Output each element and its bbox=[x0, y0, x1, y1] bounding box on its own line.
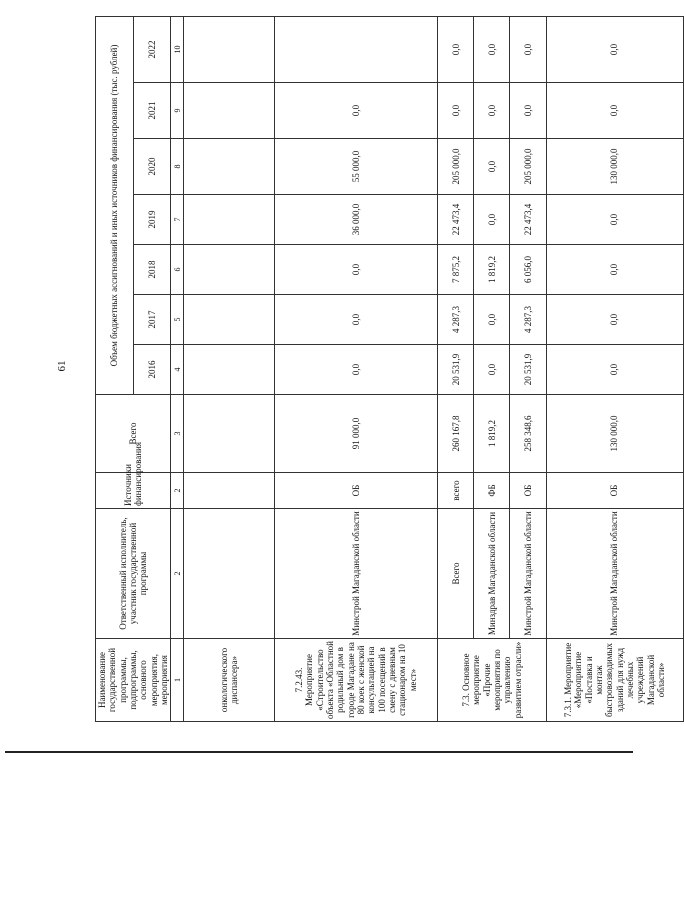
row-value: 4 287,3 bbox=[438, 295, 474, 345]
header-total: Всего bbox=[96, 395, 171, 473]
row-value: 0,0 bbox=[438, 83, 474, 139]
row-value: 4 287,3 bbox=[510, 295, 546, 345]
row-value: 0,0 bbox=[274, 345, 438, 395]
row-value: 36 000,0 bbox=[274, 195, 438, 245]
row-total: 1 819,2 bbox=[474, 395, 510, 473]
table-row bbox=[184, 16, 274, 721]
row-value: 22 473,4 bbox=[510, 195, 546, 245]
header-year: 2019 bbox=[133, 195, 171, 245]
row-value bbox=[184, 295, 274, 345]
row-value bbox=[184, 83, 274, 139]
row-value: 0,0 bbox=[474, 139, 510, 195]
row-value: 0,0 bbox=[510, 16, 546, 82]
row-total: 130 000,0 bbox=[546, 395, 683, 473]
row-total: 260 167,8 bbox=[438, 395, 474, 473]
row-executor: Минстрой Магаданской области bbox=[510, 509, 546, 639]
row-value: 0,0 bbox=[546, 195, 683, 245]
column-number: 2 bbox=[171, 473, 184, 509]
row-total: 91 000,0 bbox=[274, 395, 438, 473]
column-number: 1 bbox=[171, 639, 184, 722]
row-value: 0,0 bbox=[546, 83, 683, 139]
page-divider-line bbox=[5, 751, 633, 753]
header-year: 2017 bbox=[133, 295, 171, 345]
row-executor: Минздрав Магаданской области bbox=[474, 509, 510, 639]
row-name: 7.2.43. Мероприятие «Строительство объекта «Областной родильный дом в городе Магадане на 80 коек с женской консультацией на 100 посещений в смену с дневным стационаром на 10 мест» bbox=[274, 639, 438, 722]
column-number: 3 bbox=[171, 395, 184, 473]
row-value: 0,0 bbox=[274, 245, 438, 295]
table-row bbox=[474, 16, 510, 721]
column-number: 7 bbox=[171, 195, 184, 245]
row-value: 205 000,0 bbox=[510, 139, 546, 195]
row-value: 7 875,2 bbox=[438, 245, 474, 295]
row-value: 0,0 bbox=[510, 83, 546, 139]
row-value: 20 531,9 bbox=[438, 345, 474, 395]
table-row bbox=[546, 16, 683, 721]
row-value: 55 000,0 bbox=[274, 139, 438, 195]
row-value: 0,0 bbox=[546, 295, 683, 345]
row-value: 0,0 bbox=[274, 83, 438, 139]
row-source bbox=[184, 473, 274, 509]
row-value: 6 056,0 bbox=[510, 245, 546, 295]
page-number: 61 bbox=[56, 360, 68, 372]
table-row bbox=[510, 16, 546, 721]
column-number: 5 bbox=[171, 295, 184, 345]
row-source: всего bbox=[438, 473, 474, 509]
row-source: ОБ bbox=[510, 473, 546, 509]
row-source: ОБ bbox=[274, 473, 438, 509]
header-year: 2018 bbox=[133, 245, 171, 295]
row-value bbox=[184, 345, 274, 395]
column-number: 4 bbox=[171, 345, 184, 395]
row-value: 1 819,2 bbox=[474, 245, 510, 295]
row-value: 130 000,0 bbox=[546, 139, 683, 195]
column-number: 2 bbox=[171, 509, 184, 639]
row-value: 0,0 bbox=[474, 295, 510, 345]
header-year: 2016 bbox=[133, 345, 171, 395]
row-value: 205 000,0 bbox=[438, 139, 474, 195]
budget-table bbox=[95, 16, 684, 722]
row-executor: Всего bbox=[438, 509, 474, 639]
header-executor: Ответственный исполнитель, участник государственной программы bbox=[96, 509, 171, 639]
row-name: 7.3.1. Мероприятие «Мероприятие «Поставка и монтаж быстровозводимых зданий для нужд лечебных учреждений Магаданской области» bbox=[546, 639, 683, 722]
row-source: ОБ bbox=[546, 473, 683, 509]
column-number: 6 bbox=[171, 245, 184, 295]
row-value bbox=[184, 16, 274, 82]
row-total: 258 348,6 bbox=[510, 395, 546, 473]
header-group: Объем бюджетных ассигнований и иных источников финансирования (тыс. рублей) bbox=[96, 16, 134, 394]
row-source: ФБ bbox=[474, 473, 510, 509]
header-year: 2020 bbox=[133, 139, 171, 195]
row-executor: Минстрой Магаданской области bbox=[274, 509, 438, 639]
table-row bbox=[438, 16, 474, 721]
row-value bbox=[184, 245, 274, 295]
row-value bbox=[184, 139, 274, 195]
row-value: 0,0 bbox=[474, 345, 510, 395]
row-executor bbox=[184, 509, 274, 639]
column-number: 10 bbox=[171, 16, 184, 82]
row-value: 20 531,9 bbox=[510, 345, 546, 395]
row-total bbox=[184, 395, 274, 473]
row-value: 22 473,4 bbox=[438, 195, 474, 245]
row-value: 0,0 bbox=[546, 245, 683, 295]
row-value bbox=[184, 195, 274, 245]
row-value: 0,0 bbox=[474, 16, 510, 82]
column-number: 8 bbox=[171, 139, 184, 195]
row-value bbox=[274, 16, 438, 82]
header-source: Источники финансирования bbox=[96, 473, 171, 509]
row-executor: Минстрой Магаданской области bbox=[546, 509, 683, 639]
row-value: 0,0 bbox=[438, 16, 474, 82]
header-name: Наименование государственной программы, подпрограммы, основного мероприятия, мероприятия bbox=[96, 639, 171, 722]
header-year: 2022 bbox=[133, 16, 171, 82]
row-value: 0,0 bbox=[474, 195, 510, 245]
row-value: 0,0 bbox=[546, 345, 683, 395]
column-number: 9 bbox=[171, 83, 184, 139]
header-year: 2021 bbox=[133, 83, 171, 139]
table-row bbox=[274, 16, 438, 721]
row-value: 0,0 bbox=[546, 16, 683, 82]
row-value: 0,0 bbox=[274, 295, 438, 345]
row-value: 0,0 bbox=[474, 83, 510, 139]
row-name: 7.3. Основное мероприятие «Прочие мероприятия по управлению развитием отрасли» bbox=[438, 639, 546, 722]
row-name: онкологического диспансера» bbox=[184, 639, 274, 722]
budget-table-rotated bbox=[95, 17, 666, 722]
